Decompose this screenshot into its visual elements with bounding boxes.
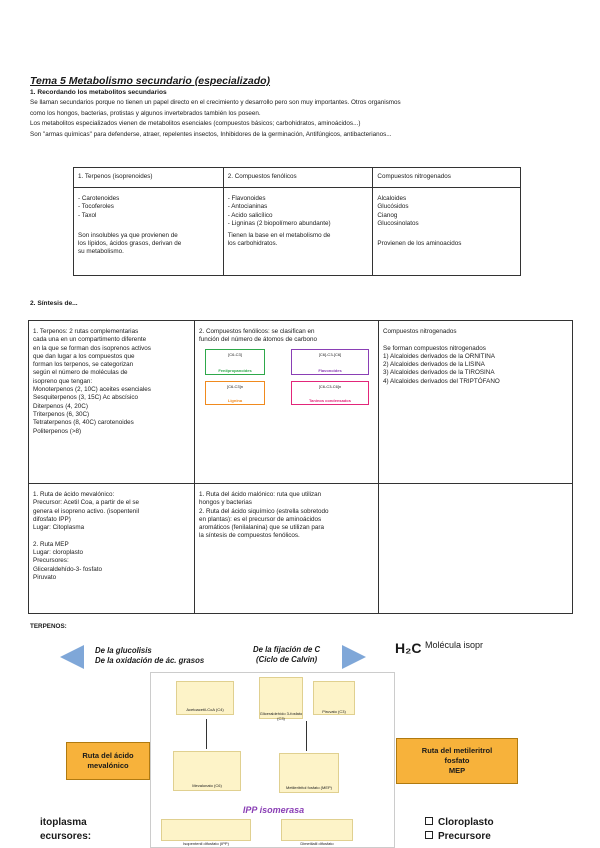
arrow-right-icon	[342, 645, 366, 669]
text-line: Tetraterpenos (8, 40C) carotenoides	[33, 419, 134, 427]
text-line: hongos y bacterias	[199, 499, 252, 507]
text-line: Sesquiterpenos (3, 15C) Ac abscísico	[33, 394, 139, 402]
isoprene-label: Molécula isopr	[425, 640, 484, 650]
text-line: Compuestos nitrogenados	[383, 328, 457, 335]
pathway-figure	[150, 672, 395, 848]
caption-line: De la glucolisis	[95, 646, 152, 655]
table-cell-rutas-terpenos	[29, 484, 195, 614]
text-line: 3) Alcaloides derivados de la TIROSINA	[383, 369, 495, 377]
dmapp-molecule	[281, 819, 353, 841]
arrow-left-icon	[60, 645, 84, 669]
table-header: 2. Compuestos fenólicos	[223, 168, 373, 188]
text-line: los carbohidratos.	[227, 240, 278, 248]
table-cell-nitrogenados-alcaloides	[379, 321, 573, 484]
formula-label: [C6-C3]n	[226, 383, 243, 389]
text-line: que dan lugar a los compuestos que	[33, 352, 135, 360]
text-line: Se llaman secundarios porque no tienen un papel directo en el crecimiento y desarrollo pero son muy importantes. Otros organismos	[30, 99, 401, 106]
table-cell-nitrogenados	[373, 188, 521, 276]
right-caption	[253, 645, 320, 665]
text-line: isopreno que tengan:	[33, 377, 93, 385]
text-line: 1. Ruta del ácido malónico: ruta que utilizan	[199, 491, 322, 498]
note-line: ecursores:	[40, 831, 92, 842]
metabolites-table	[73, 167, 521, 276]
ipp-molecule	[161, 819, 251, 841]
text-line: genera el isopreno activo. (isopentenil	[33, 507, 140, 515]
table-cell-rutas-fenolicos	[195, 484, 379, 614]
note-line	[425, 816, 494, 830]
text-line: según el número de moléculas de	[33, 369, 128, 377]
list-item: - Acido salicílico	[227, 211, 273, 219]
arrow-line	[306, 721, 307, 751]
text-line: los lípidos, ácidos grasos, derivan de	[78, 240, 182, 248]
left-caption	[95, 646, 204, 666]
group-label: Lignina	[227, 397, 243, 403]
chloroplast-notes	[425, 816, 494, 844]
molecule-label: Gliceraldehído 3-fosfato (C3)	[259, 711, 303, 721]
text-line: Son "armas químicas" para defenderse, atraer, repelentes insectos, Inhibidores de la germinación, Antifúngicos, antibacterianos...	[30, 130, 392, 138]
text-line: Precursores:	[33, 557, 69, 565]
list-item: Glucosinolatos	[377, 219, 419, 227]
box-line: MEP	[448, 766, 466, 775]
text-line: Tienen la base en el metabolismo de	[227, 232, 331, 240]
text-line: difosfato IPP)	[33, 515, 71, 523]
mevalonic-pathway-box	[66, 742, 150, 780]
text-line: en plantas): es el precursor de aminoácidos	[199, 515, 322, 523]
box-line: Ruta del metileritrol	[421, 746, 493, 755]
caption-line: De la oxidación de ác. grasos	[95, 656, 205, 665]
list-item: - Taxol	[78, 211, 97, 219]
list-item: - Tocoferoles	[78, 203, 114, 211]
table-header: Compuestos nitrogenados	[373, 168, 521, 188]
list-item: - Flavonoides	[227, 195, 266, 202]
table-cell-fenolicos-clasificacion	[195, 321, 379, 484]
text-line: 4) Alcaloides derivados del TRIPTÓFANO	[383, 377, 500, 385]
note-line	[425, 830, 494, 844]
text-line: Lugar: cloroplasto	[33, 549, 84, 557]
text-line: Son insolubles ya que provienen de	[78, 231, 178, 239]
molecule-label: Metileritritol fosfato (MEP)	[285, 785, 332, 790]
text-line: 1. Terpenos: 2 rutas complementarias	[33, 328, 139, 335]
text-line: 2. Ruta del ácido siquímico (estrella sobretodo	[199, 507, 329, 515]
ipp-isomerasa-label: IPP isomerasa	[242, 805, 305, 815]
list-item: Alcaloides	[377, 195, 407, 202]
group-label: Taninos condensados	[309, 397, 351, 403]
terpenos-label: TERPENOS:	[30, 623, 67, 630]
text-line: 1. Ruta de ácido mevalónico:	[33, 491, 115, 498]
list-item: - Antocianinas	[227, 203, 268, 211]
formula-label: [C6]-C3-[C6]	[318, 351, 342, 357]
synthesis-table	[28, 320, 573, 614]
text-line: Gliceraldehído-3- fosfato	[33, 565, 102, 573]
section2-heading: 2. Síntesis de...	[30, 300, 78, 307]
isoprene-formula: H₂C	[395, 640, 422, 656]
section1-text	[30, 98, 575, 140]
text-line: función del número de átomos de carbono	[199, 336, 317, 344]
text-line: 2. Ruta MEP	[33, 540, 69, 548]
text-line: forman los terpenos, se categorizan	[33, 361, 134, 369]
table-cell-fenolicos	[223, 188, 373, 276]
molecule-label: Piruvato (C3)	[322, 709, 346, 714]
text-line: en la que se forman dos isoprenos activos	[33, 344, 151, 352]
text-line: Provienen de los aminoacidos	[377, 240, 462, 248]
formula-label: [C6-C3-C6]n	[318, 383, 342, 389]
text-line	[33, 532, 190, 540]
table-header: 1. Terpenos (isoprenoides)	[74, 168, 224, 188]
group-label: Fenilpropanoides	[218, 367, 252, 373]
note-line: itoplasma	[40, 817, 87, 828]
text-line: Politerpenos (>8)	[33, 427, 82, 435]
text-line: como los hongos, bacterias, protistas y algunos invertebrados también los poseen.	[30, 109, 261, 117]
table-cell-terpenos	[74, 188, 224, 276]
text-line: Los metabolitos especializados vienen de metabolitos esenciales (compuestos básicos; carbohidratos, aminoácidos...)	[30, 120, 361, 127]
molecule-label: Isopentenil difosfato (IPP)	[183, 841, 229, 846]
caption-line: De la fijación de C	[253, 645, 321, 654]
text-line: Se forman compuestos nitrogenados	[383, 344, 486, 352]
group-label: Flavonoides	[318, 367, 342, 373]
list-item: Cianog	[377, 211, 398, 219]
list-item: - Carotenoides	[78, 195, 120, 202]
text-line: Diterpenos (4, 20C)	[33, 402, 88, 410]
arrow-line	[206, 719, 207, 749]
text-line: la síntesis de compuestos fenólicos.	[199, 532, 300, 540]
mep-pathway-box	[396, 738, 518, 784]
text-line: Triterpenos (6, 30C)	[33, 410, 90, 418]
checkbox-icon	[425, 831, 433, 839]
list-item: - Ligninas (2 biopolímero abundante)	[227, 219, 331, 227]
box-line: mevalónico	[87, 761, 129, 770]
box-line: fosfato	[444, 756, 470, 765]
text-line: 2) Alcaloides derivados de la LISINA	[383, 361, 485, 369]
text-line: 2. Compuestos fenólicos: se clasifican en	[199, 328, 315, 335]
text-line: Lugar: Citoplasma	[33, 524, 85, 532]
text-line: Precursor: Acetil Coa, a partir de el se	[33, 499, 140, 507]
table-cell-empty	[379, 484, 573, 614]
text-line: Monoterpenos (2, 10C) aceites esenciales	[33, 386, 151, 394]
text-line: Piruvato	[33, 573, 57, 581]
text-line: su metabolismo.	[78, 248, 124, 256]
text-line: 1) Alcaloides derivados de la ORNITINA	[383, 352, 495, 360]
molecule-label: Dimetilalil difosfato	[300, 841, 334, 846]
page-title: Tema 5 Metabolismo secundario (especializado)	[30, 75, 271, 87]
caption-line: (Ciclo de Calvin)	[256, 655, 318, 664]
note-text: Cloroplasto	[438, 817, 494, 828]
molecule-label: Acetoacetil-CoA (C4)	[186, 707, 224, 712]
cytoplasm-notes	[40, 816, 91, 844]
text-line	[383, 336, 568, 344]
molecule-label: Mevalonato (C6)	[192, 783, 222, 788]
text-line: cada una en un compartimento diferente	[33, 336, 147, 344]
box-line: Ruta del ácido	[82, 751, 134, 760]
formula-label: [C6-C3]	[228, 351, 242, 357]
note-text: Precursore	[438, 831, 491, 842]
checkbox-icon	[425, 817, 433, 825]
list-item: Glucósidos	[377, 203, 409, 211]
text-line: aromáticos (fenilalanina) que se utilizan para	[199, 524, 324, 532]
section1-heading: 1. Recordando los metabolitos secundarios	[30, 89, 167, 96]
table-cell-terpenos-rutas	[29, 321, 195, 484]
phenolic-classes-diagram	[199, 347, 374, 417]
